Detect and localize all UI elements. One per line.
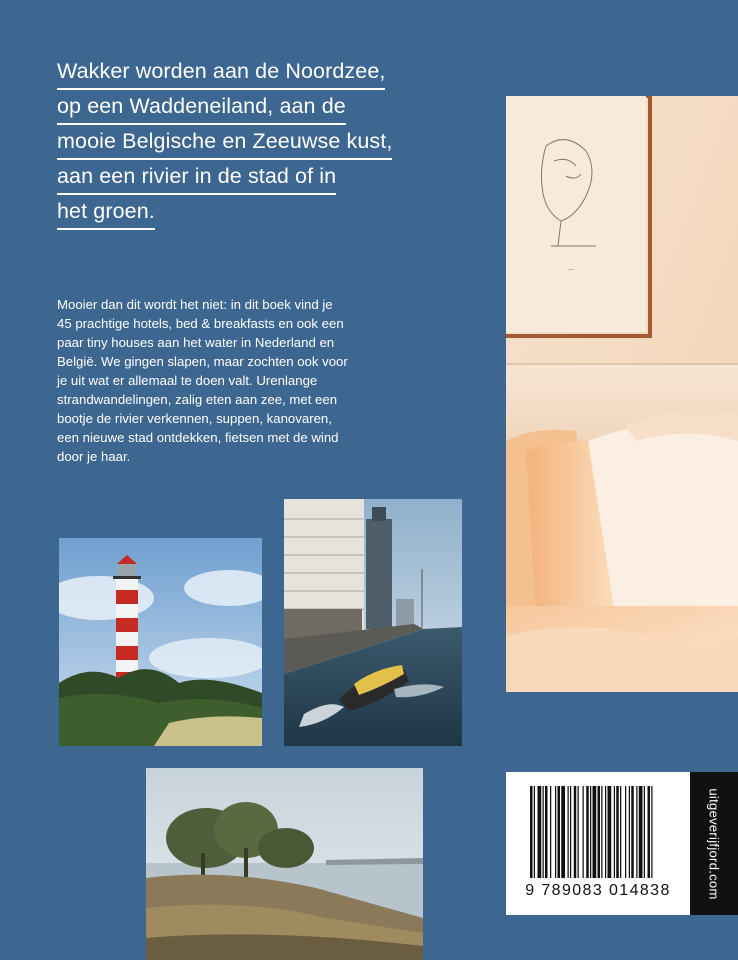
barcode-bar [590, 786, 591, 878]
barcode-bar [545, 786, 548, 878]
barcode-bar [648, 786, 651, 878]
barcode-bar [550, 786, 551, 878]
description-line: je uit wat er allemaal te doen valt. Urenlange [57, 373, 318, 388]
lighthouse-photo [59, 538, 262, 746]
barcode-bar [586, 786, 589, 878]
barcode [506, 772, 690, 915]
headline-line: het groen. [57, 198, 155, 230]
barcode-bar [631, 786, 634, 878]
headline-line: op een Waddeneiland, aan de [57, 93, 346, 125]
barcode-bar [574, 786, 577, 878]
barcode-bar [629, 786, 630, 878]
barcode-bar [636, 786, 637, 878]
description-line: bootje de rivier verkennen, suppen, kanovaren, [57, 411, 332, 426]
barcode-bar [593, 786, 597, 878]
description-line: paar tiny houses aan het water in Nederland en [57, 335, 335, 350]
barcode-bar [598, 786, 601, 878]
barcode-bar [583, 786, 584, 878]
barcode-bar [570, 786, 571, 878]
barcode-bar [608, 786, 612, 878]
harbor-photo [284, 499, 462, 746]
description-line: door je haar. [57, 449, 131, 464]
isbn-number: 9 789083 014838 [525, 882, 671, 899]
barcode-bar [568, 786, 569, 878]
barcode-bar [620, 786, 621, 878]
headline-line: mooie Belgische en Zeeuwse kust, [57, 128, 392, 160]
barcode-bar [616, 786, 619, 878]
barcode-bar [614, 786, 615, 878]
bedroom-photo [506, 96, 738, 692]
barcode-bar [534, 786, 535, 878]
barcode-bar [644, 786, 645, 878]
description-line: 45 prachtige hotels, bed & breakfasts en ook een [57, 316, 344, 331]
description-line: strandwandelingen, zalig eten aan zee, met een [57, 392, 338, 407]
barcode-bar [538, 786, 542, 878]
headline-line: Wakker worden aan de Noordzee, [57, 58, 385, 90]
river-photo [146, 768, 423, 960]
barcode-bar [555, 786, 556, 878]
publisher-strip [690, 772, 738, 915]
description [57, 295, 447, 466]
description-line: Mooier dan dit wordt het niet: in dit boek vind je [57, 297, 333, 312]
description-line: België. We gingen slapen, maar zochten ook voor [57, 354, 348, 369]
barcode-bar [558, 786, 561, 878]
barcode-bar [530, 786, 533, 878]
barcode-bars [506, 772, 690, 882]
barcode-bar [625, 786, 626, 878]
headline-line: aan een rivier in de stad of in [57, 163, 336, 195]
barcode-bar [561, 786, 565, 878]
publisher-website: uitgeverijfjord.com [706, 787, 722, 900]
barcode-bar [651, 786, 652, 878]
barcode-bar [601, 786, 602, 878]
headline [57, 58, 477, 233]
barcode-bar [639, 786, 643, 878]
barcode-bar [605, 786, 606, 878]
svg-text:—: — [568, 266, 574, 273]
barcode-bar [543, 786, 544, 878]
description-line: een nieuwe stad ontdekken, fietsen met de wind [57, 430, 339, 445]
barcode-bar [578, 786, 579, 878]
